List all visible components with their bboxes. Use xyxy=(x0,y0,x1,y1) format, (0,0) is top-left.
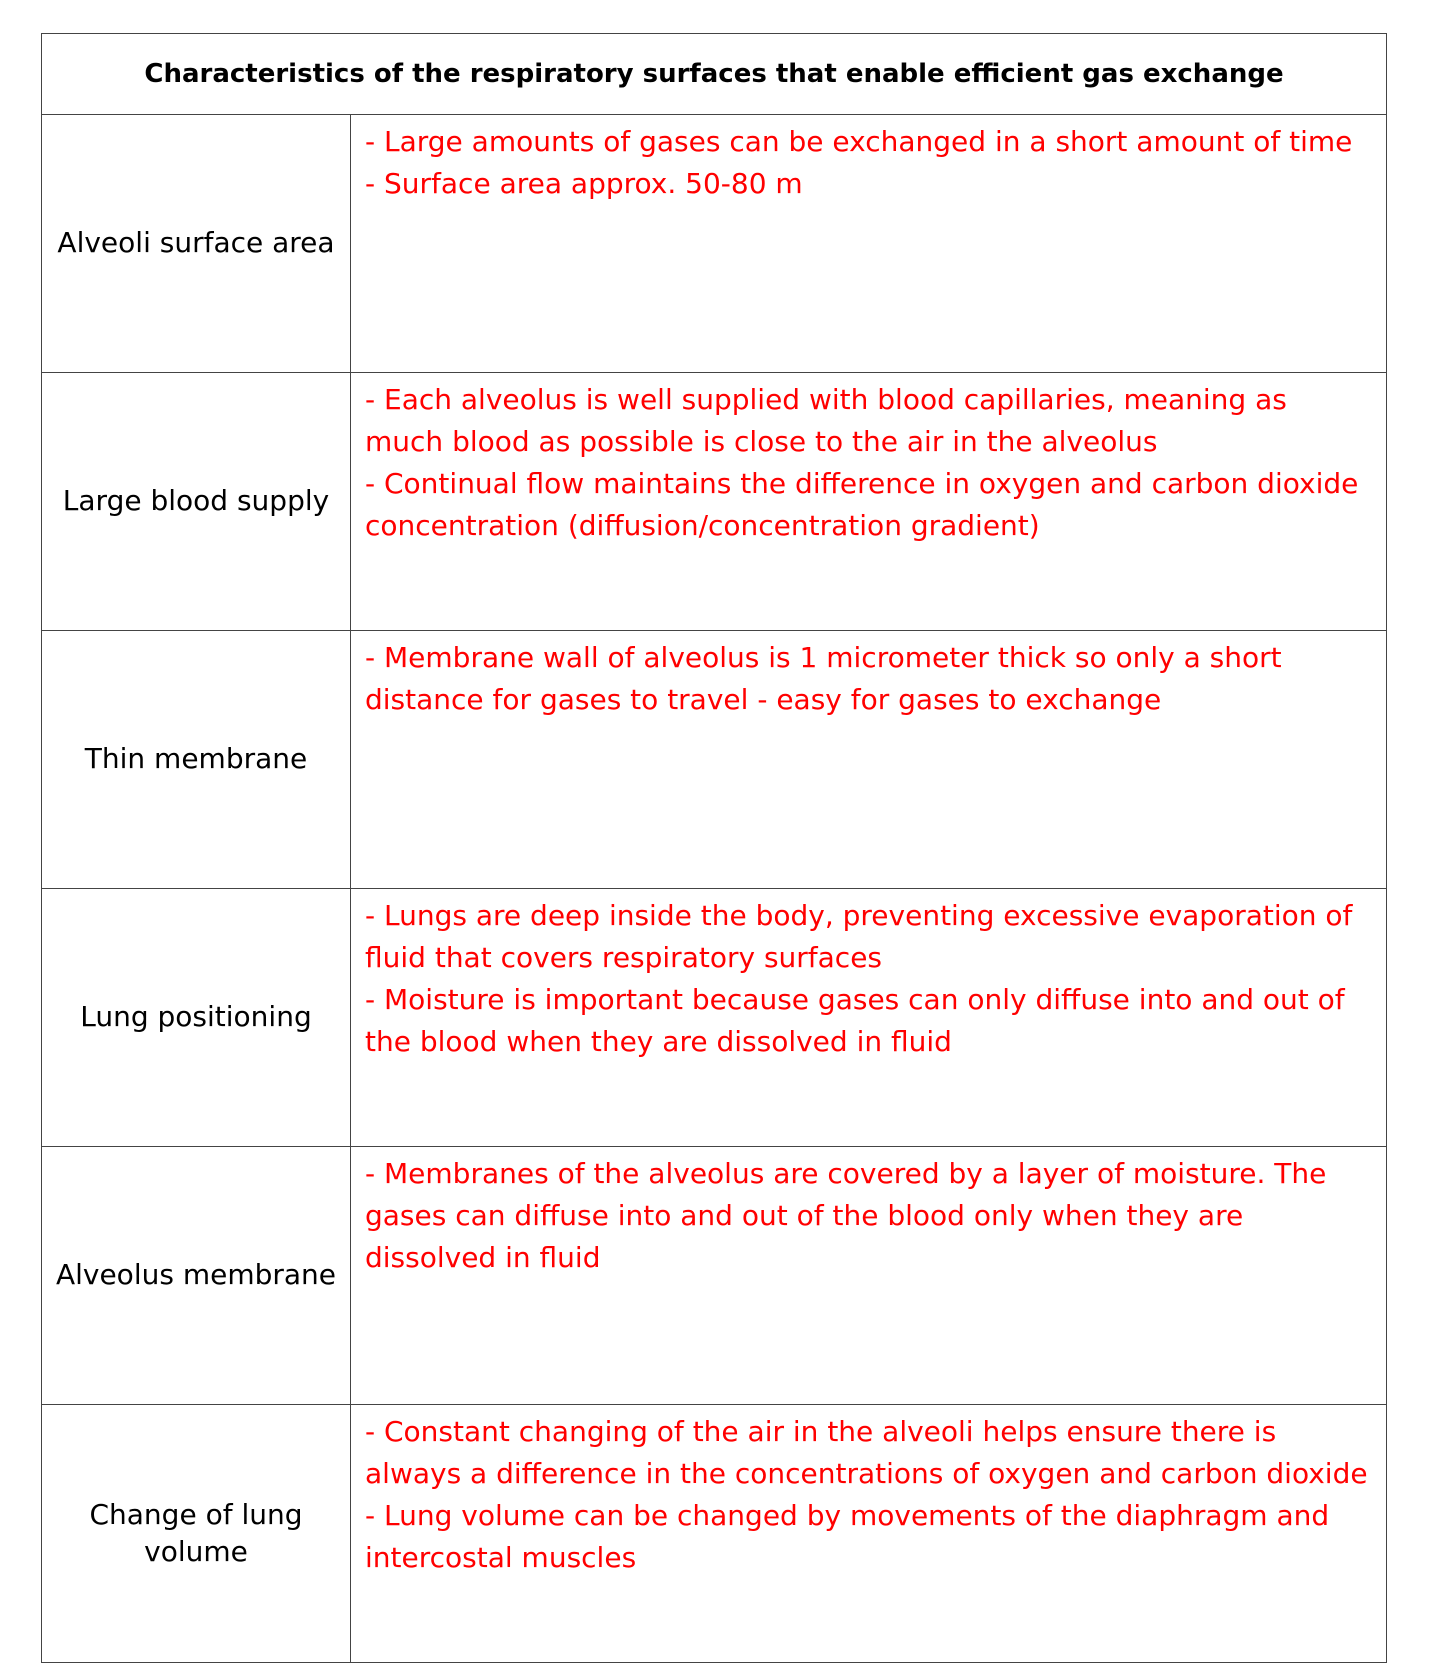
row-description xyxy=(351,115,1387,373)
description-line: - Membrane wall of alveolus is 1 micrometer thick so only a short distance for gases to travel - easy for gases to exchange xyxy=(365,641,1282,716)
row-label: Alveolus membrane xyxy=(42,1147,351,1405)
table-row xyxy=(42,115,1387,373)
description-line: - Large amounts of gases can be exchanged in a short amount of time xyxy=(365,125,1353,158)
table-row xyxy=(42,1405,1387,1663)
row-description xyxy=(351,1147,1387,1405)
table-row xyxy=(42,1147,1387,1405)
description-line: - Membranes of the alveolus are covered by a layer of moisture. The gases can diffuse into and out of the blood only when they are dissolved in fluid xyxy=(365,1157,1327,1274)
row-label: Change of lung volume xyxy=(42,1405,351,1663)
row-label: Large blood supply xyxy=(42,373,351,631)
row-description xyxy=(351,1405,1387,1663)
table-title: Characteristics of the respiratory surfaces that enable efficient gas exchange xyxy=(42,34,1387,115)
characteristics-table xyxy=(41,33,1387,1663)
description-line: - Surface area approx. 50-80 m xyxy=(365,167,803,200)
table-row xyxy=(42,631,1387,889)
description-line: - Moisture is important because gases can only diffuse into and out of the blood when they are dissolved in fluid xyxy=(365,983,1345,1058)
row-description xyxy=(351,373,1387,631)
row-description xyxy=(351,631,1387,889)
description-line: - Each alveolus is well supplied with blood capillaries, meaning as much blood as possible is close to the air in the alveolus xyxy=(365,383,1287,458)
description-line: - Constant changing of the air in the alveoli helps ensure there is always a difference in the concentrations of oxygen and carbon dioxide xyxy=(365,1415,1368,1490)
row-description xyxy=(351,889,1387,1147)
row-label: Alveoli surface area xyxy=(42,115,351,373)
row-label: Thin membrane xyxy=(42,631,351,889)
description-line: - Lung volume can be changed by movements of the diaphragm and intercostal muscles xyxy=(365,1499,1330,1574)
description-line: - Lungs are deep inside the body, preventing excessive evaporation of fluid that covers respiratory surfaces xyxy=(365,899,1353,974)
table-title-row xyxy=(42,34,1387,115)
table-row xyxy=(42,373,1387,631)
table-row xyxy=(42,889,1387,1147)
row-label: Lung positioning xyxy=(42,889,351,1147)
description-line: - Continual flow maintains the difference in oxygen and carbon dioxide concentration (diffusion/concentration gradient) xyxy=(365,467,1359,542)
